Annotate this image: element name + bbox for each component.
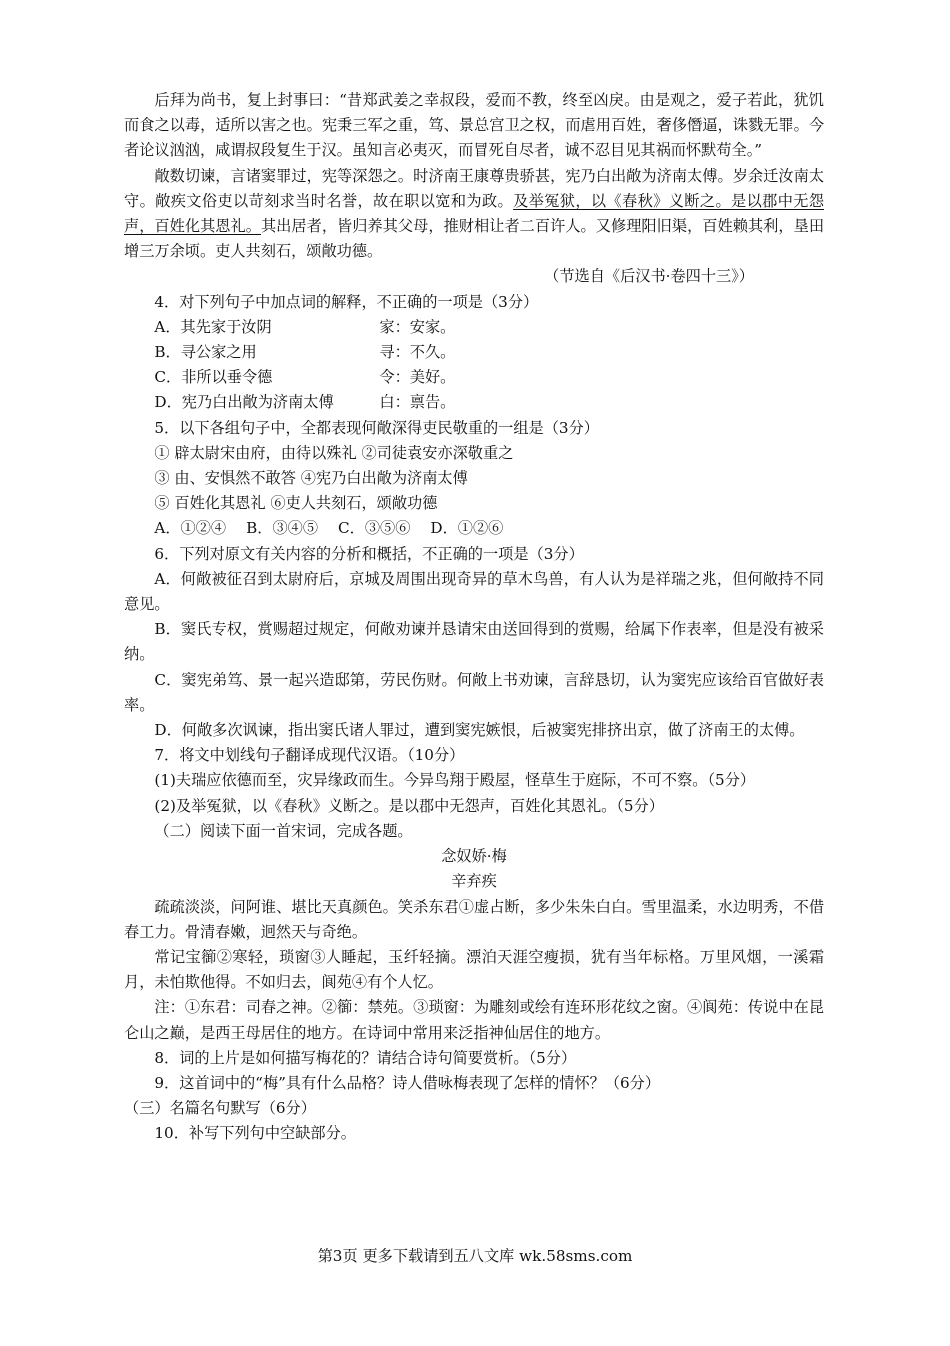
section-3-heading: （三）名篇名句默写（6分） — [124, 1099, 316, 1118]
poem-stanza-2: 常记宝篽②寒轻，琐窗③人睡起，玉纤轻摘。漂泊天涯空瘦损，犹有当年标格。万里风烟，一溪霜月，未怕欺他得。不如归去，阆苑④有个人忆。 — [124, 947, 824, 992]
option-gloss: 寻：不久。 — [379, 343, 456, 362]
question-9: 9．这首词中的“梅”具有什么品格？诗人借咏梅表现了怎样的情怀？（6分） — [154, 1073, 661, 1092]
option-text: A．其先家于汝阴 — [154, 317, 272, 336]
option-gloss: 令：美好。 — [379, 368, 456, 387]
page-content — [124, 88, 824, 1147]
question-5-line: ③ 由、安惧然不敢答 ④宪乃白出敞为济南太傅 — [154, 469, 468, 488]
option-gloss: 白：禀告。 — [379, 393, 456, 412]
question-4-option — [124, 340, 824, 365]
question-7-stem: 7．将文中划线句子翻译成现代汉语。（10分） — [154, 746, 465, 765]
question-6-option: B．窦氏专权，赏赐超过规定，何敞劝谏并恳请宋由送回得到的赏赐，给属下作表率，但是没有被采纳。 — [124, 620, 824, 664]
underlined-sentence: 及举冤狱，以《春秋》义断之。是以郡中无怨声，百姓化其恩礼。 — [124, 191, 825, 236]
question-5-line: ① 辟太尉宋由府，由待以殊礼 ②司徒袁安亦深敬重之 — [154, 443, 514, 462]
passage-source: （节选自《后汉书·卷四十三》） — [544, 267, 754, 286]
question-5-answers: A．①②④ B．③④⑤ C．③⑤⑥ D．①②⑥ — [154, 519, 504, 538]
page-footer: 第3页 更多下载请到五八文库 wk.58sms.com — [317, 1247, 633, 1265]
option-gloss: 家：安家。 — [379, 317, 456, 336]
section-2-heading: （二）阅读下面一首宋词，完成各题。 — [154, 821, 413, 840]
poem-notes: 注：①东君：司春之神。②篽：禁苑。③琐窗：为雕刻或绘有连环形花纹之窗。④阆苑：传说中在昆仑山之巅，是西王母居住的地方。在诗词中常用来泛指神仙居住的地方。 — [124, 998, 824, 1042]
question-7-item: (2)及举冤狱，以《春秋》义断之。是以郡中无怨声，百姓化其恩礼。（5分） — [154, 796, 664, 815]
passage-text: 其出居者，皆归养其父母，推财相让者二百许人。又修理阳旧渠，百姓赖其利，垦田增三万余顷。吏人共刻石，颂敞功德。 — [124, 217, 825, 261]
question-6-option: D．何敞多次讽谏，指出窦氏诸人罪过，遭到窦宪嫉恨，后被窦宪排挤出京，做了济南王的太傅。 — [154, 721, 805, 740]
passage-text: 敞数切谏，言诸窦罪过，宪等深怨之。时济南王康尊贵骄甚，宪乃白出敞为济南太傅。岁余迁汝南太守。敞疾文俗吏以苛刻求当时名誉，故在职以宽和为政。 — [124, 166, 824, 210]
question-4-stem: 4．对下列句子中加点词的解释，不正确的一项是（3分） — [154, 292, 539, 311]
option-text: C．非所以垂令德 — [154, 368, 273, 387]
question-6-option: A．何敞被征召到太尉府后，京城及周围出现奇异的草木鸟兽，有人认为是祥瑞之兆，但何敞持不同意见。 — [124, 569, 824, 614]
poem-author: 辛弃疾 — [451, 872, 497, 891]
question-4-option — [124, 315, 824, 340]
question-5-stem: 5．以下各组句子中，全都表现何敞深得吏民敬重的一组是（3分） — [154, 418, 599, 437]
question-4-option — [124, 390, 824, 415]
passage-paragraph-2 — [124, 164, 824, 265]
option-text: B．寻公家之用 — [154, 343, 257, 362]
question-10: 10．补写下列句中空缺部分。 — [154, 1124, 356, 1143]
passage-paragraph-1: 后拜为尚书，复上封事曰：“昔郑武姜之幸叔段，爱而不教，终至凶戾。由是观之，爱子若此，犹饥而食之以毒，适所以害之也。宪秉三军之重，笃、景总宫卫之权，而虐用百姓，奢侈僭逼，诛戮无罪。今者论议汹汹，咸谓叔段复生于汉。虽知言必夷灭，而冒死自尽者，诚不忍目见其祸而怀默苟全。” — [124, 91, 824, 160]
poem-stanza-1: 疏疏淡淡，问阿谁、堪比天真颜色。笑杀东君①虚占断，多少朱朱白白。雪里温柔，水边明秀，不借春工力。骨清春嫩，迥然天与奇绝。 — [124, 897, 824, 941]
question-6-option: C．窦宪弟笃、景一起兴造邸第，劳民伤财。何敞上书劝谏，言辞恳切，认为窦宪应该给百官做好表率。 — [124, 670, 824, 714]
question-5-line: ⑤ 百姓化其恩礼 ⑥吏人共刻石，颂敞功德 — [154, 494, 438, 513]
question-7-item: (1)夫瑞应依德而至，灾异缘政而生。今异鸟翔于殿屋，怪草生于庭际，不可不察。（5分） — [154, 771, 756, 790]
question-6-stem: 6．下列对原文有关内容的分析和概括，不正确的一项是（3分） — [154, 544, 584, 563]
question-4-option — [124, 365, 824, 390]
option-text: D．宪乃白出敞为济南太傅 — [154, 393, 334, 412]
poem-title: 念奴娇·梅 — [441, 847, 507, 866]
question-8: 8．词的上片是如何描写梅花的？请结合诗句简要赏析。（5分） — [154, 1048, 577, 1067]
